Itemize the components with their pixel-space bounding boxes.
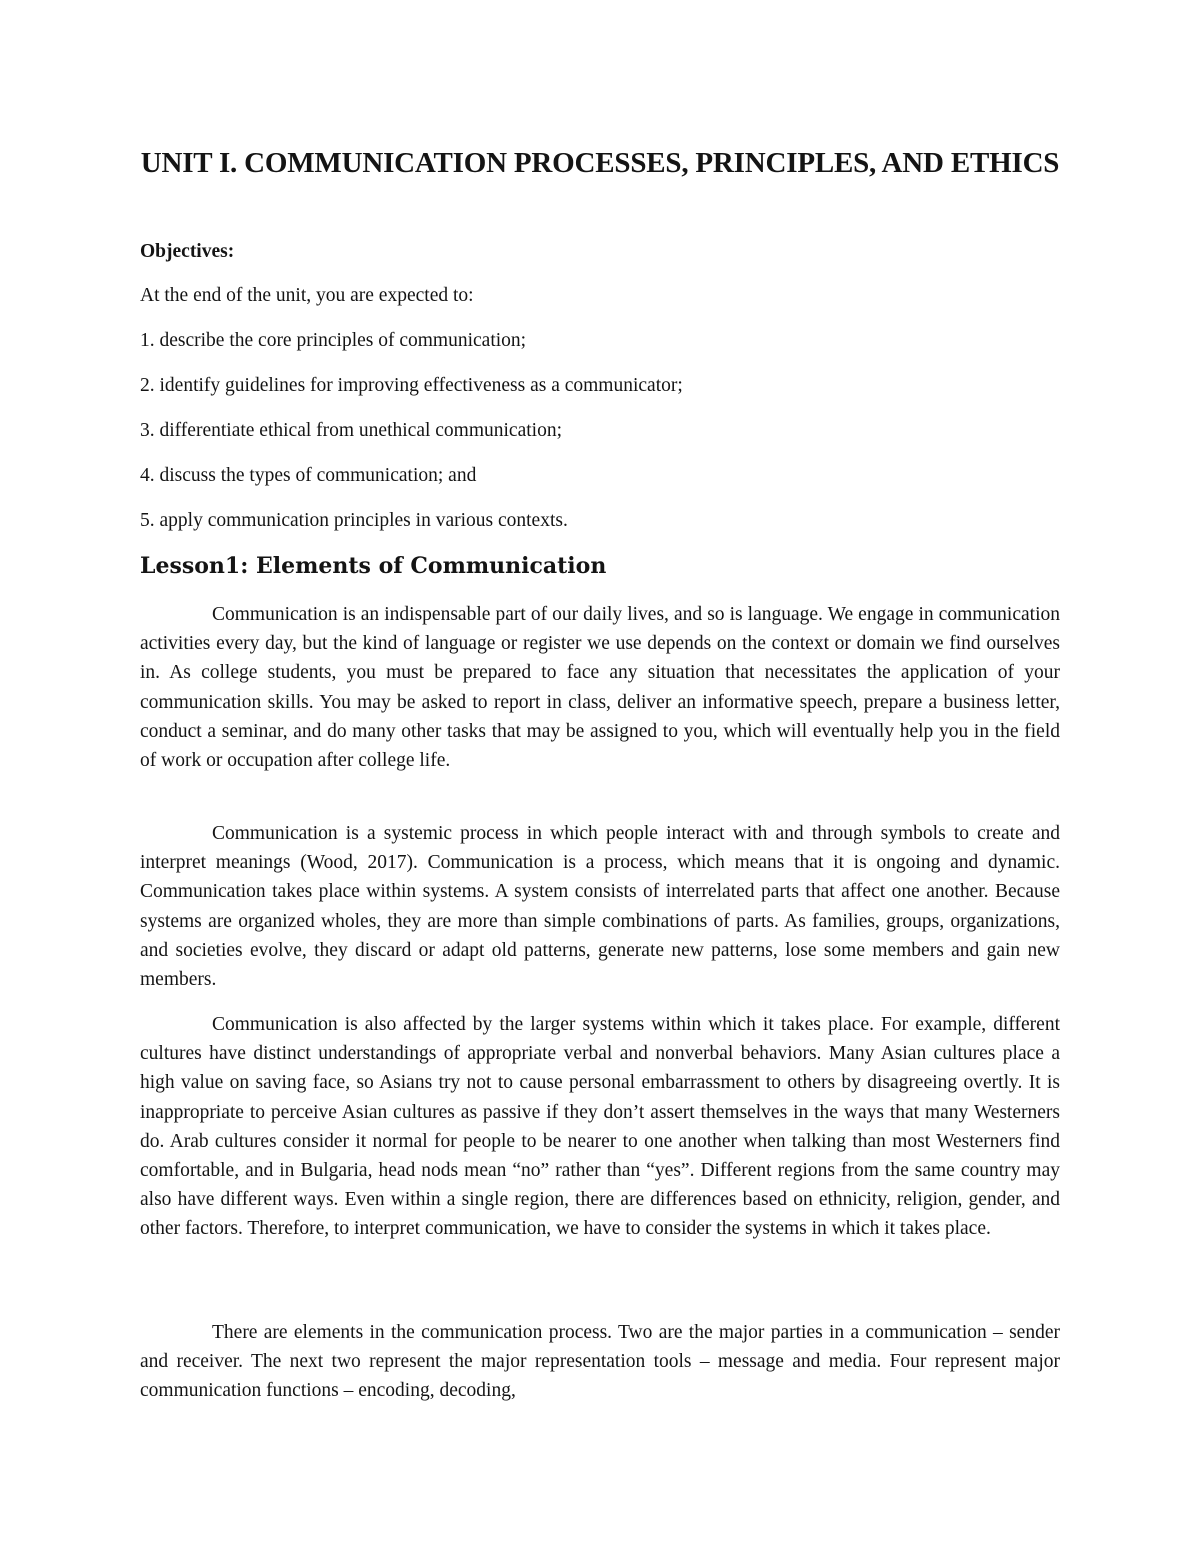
objective-item: 1. describe the core principles of communication; (140, 330, 527, 351)
body-paragraph: Communication is an indispensable part of our daily lives, and so is language. We engage in communication activities every day, but the kind of language or register we use depends on the context or domain we find ourselves in. As college students, you must be prepared to face any situation that necessitates the application of your communication skills. You may be asked to report in class, deliver an informative speech, prepare a business letter, conduct a seminar, and do many other tasks that may be assigned to you, which will eventually help you in the field of work or occupation after college life. (140, 604, 1060, 772)
objective-item: 2. identify guidelines for improving effectiveness as a communicator; (140, 375, 683, 396)
objective-item: 5. apply communication principles in various contexts. (140, 510, 568, 531)
objectives-heading: Objectives: (140, 241, 235, 262)
lesson-heading: Lesson1: Elements of Communication (140, 553, 607, 579)
objectives-intro: At the end of the unit, you are expected to: (140, 285, 474, 306)
objective-item: 4. discuss the types of communication; and (140, 465, 477, 486)
body-paragraph: There are elements in the communication process. Two are the major parties in a communication – sender and receiver. The next two represent the major representation tools – message and media. Four represent major communication functions – encoding, decoding, (140, 1322, 1060, 1402)
objective-item: 3. differentiate ethical from unethical communication; (140, 420, 562, 441)
document-page (140, 0, 1060, 1553)
unit-title: UNIT I. COMMUNICATION PROCESSES, PRINCIPLES, AND ETHICS (140, 147, 1060, 179)
objectives-list (140, 329, 683, 554)
body-paragraph: Communication is also affected by the larger systems within which it takes place. For example, different cultures have distinct understandings of appropriate verbal and nonverbal behaviors. Many Asian cultures place a high value on saving face, so Asians try not to cause personal embarrassment to others by disagreeing overtly. It is inappropriate to perceive Asian cultures as passive if they don’t assert themselves in the ways that many Westerners do. Arab cultures consider it normal for people to be nearer to one another when talking than most Westerners find comfortable, and in Bulgaria, head nods mean “no” rather than “yes”. Different regions from the same country may also have different ways. Even within a single region, there are differences based on ethnicity, religion, gender, and other factors. Therefore, to interpret communication, we have to consider the systems in which it takes place. (140, 1014, 1060, 1240)
body-paragraph: Communication is a systemic process in which people interact with and through symbols to create and interpret meanings (Wood, 2017). Communication is a process, which means that it is ongoing and dynamic. Communication takes place within systems. A system consists of interrelated parts that affect one another. Because systems are organized wholes, they are more than simple combinations of parts. As families, groups, organizations, and societies evolve, they discard or adapt old patterns, generate new patterns, lose some members and gain new members. (140, 823, 1060, 991)
